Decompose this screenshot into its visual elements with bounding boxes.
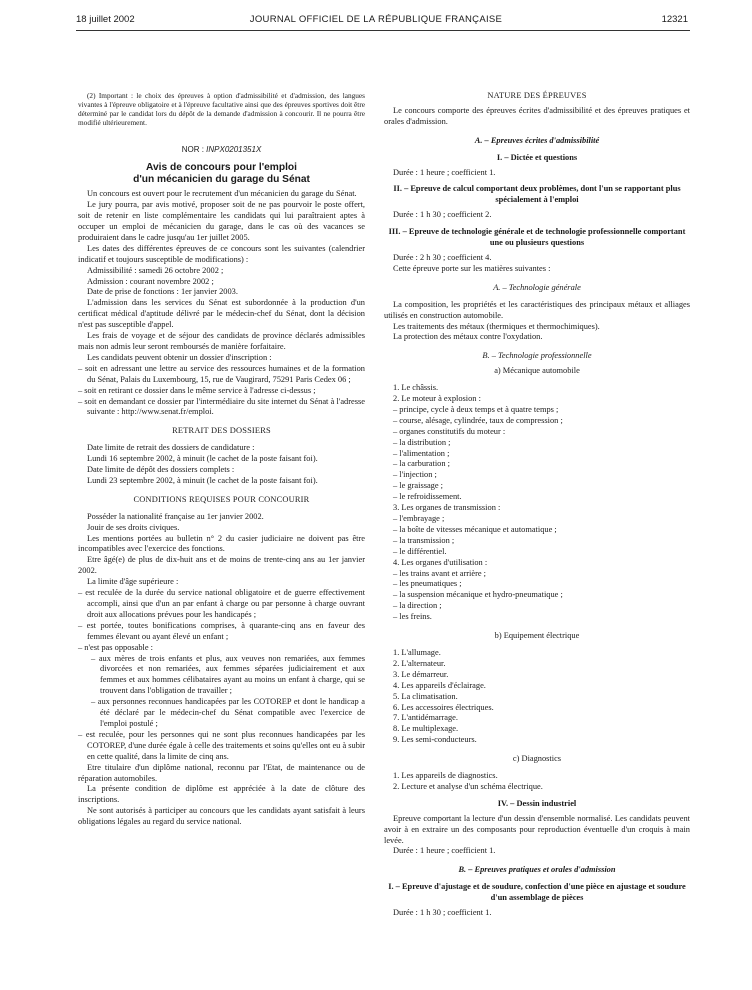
list-item: – est reculée, pour les personnes qui ne sont plus reconnues handicapées par les COTOREP, d'une durée égale à celle des traitements et soins qu'elles ont eu à subir en cette qualité, dans la limite de cinq ans. — [78, 729, 366, 761]
list-item: – soit en retirant ce dossier dans le même service à l'adresse ci-dessus ; — [78, 385, 316, 395]
paragraph: Etre titulaire d'un diplôme national, reconnu par l'Etat, de maintenance ou de réparation automobiles. — [78, 762, 365, 783]
list-item: – course, alésage, cylindrée, taux de compression ; — [393, 415, 563, 425]
duration: Durée : 1 h 30 ; coefficient 2. — [393, 210, 492, 220]
mechanics-list — [384, 383, 690, 623]
date-item: Admission : courant novembre 2002 ; — [87, 276, 214, 286]
paragraph: Lundi 23 septembre 2002, à minuit (le cachet de la poste faisant foi). — [87, 475, 318, 485]
paragraph: L'admission dans les services du Sénat est subordonnée à la production d'un certificat médical d'aptitude délivré par le médecin-chef du Sénat, dont la décision n'est pas susceptible d'appel. — [78, 298, 365, 330]
right-column — [384, 91, 690, 919]
list-item: – les freins. — [393, 612, 432, 622]
date-item: Admissibilité : samedi 26 octobre 2002 ; — [87, 265, 224, 275]
list-item: 2. Lecture et analyse d'un schéma électrique. — [393, 781, 543, 791]
nor-code: INPX0201351X — [206, 145, 262, 155]
footnote: (2) Important : le choix des épreuves à option d'admissibilité et d'admission, des langues vivantes à l'épreuve obligatoire et à l'épreuve facultative ainsi que des épreuves sportives doit être déterminé par le candidat lors du dépôt de la demande d'admission à concourir. Il ne pourra être modifié ultérieurement. — [78, 91, 365, 128]
list-item: – la transmission ; — [393, 535, 455, 545]
list-item: 8. Le multiplexage. — [393, 724, 459, 734]
list-item: – le différentiel. — [393, 546, 447, 556]
list-item: – n'est pas opposable : — [78, 642, 154, 652]
paragraph: Le jury pourra, par avis motivé, proposer soit de ne pas pourvoir le poste offert, soit de retenir en liste complémentaire les candidats qui lui paraîtraient aptes à occuper un emploi de mécanicien du garage, dans le cas où des vacances se produiraient dans le cadre jusqu'au 1er juillet 2005. — [78, 200, 365, 242]
sub-list-item: – aux personnes reconnues handicapées par les COTOREP et dont le handicap a été déclaré par le médecin-chef du Sénat compatible avec l'exercice de l'emploi postulé ; — [91, 697, 365, 728]
left-column — [78, 91, 365, 828]
list-item: 7. L'antidémarrage. — [393, 713, 458, 723]
list-item: – organes constitutifs du moteur : — [393, 426, 506, 436]
list-item: 5. La climatisation. — [393, 691, 458, 701]
paragraph: Epreuve comportant la lecture d'un dessin d'ensemble normalisé. Les candidats peuvent avoir à en extraire un des composants pour reproduction éventuelle d'un croquis à main levée. — [384, 813, 690, 845]
duration: Durée : 1 h 30 ; coefficient 1. — [393, 908, 492, 918]
paragraph: La limite d'âge supérieure : — [87, 577, 179, 587]
list-item: – l'injection ; — [393, 470, 437, 480]
notice-title-line1: Avis de concours pour l'emploi — [146, 162, 297, 174]
paragraph: Le concours comporte des épreuves écrites d'admissibilité et des épreuves pratiques et orales d'admission. — [384, 105, 690, 126]
list-item: – la distribution ; — [393, 437, 451, 447]
paragraph: Les traitements des métaux (thermiques et thermochimiques). — [393, 321, 600, 331]
paragraph: Un concours est ouvert pour le recrutement d'un mécanicien du garage du Sénat. — [87, 189, 357, 199]
exam-heading: I. – Epreuve d'ajustage et de soudure, confection d'une pièce en ajustage et soudure d'un assemblage de pièces — [388, 882, 686, 903]
list-item: 1. Le châssis. — [393, 383, 439, 393]
subsection-heading: a) Mécanique automobile — [494, 366, 580, 376]
duration: Durée : 1 heure ; coefficient 1. — [393, 167, 496, 177]
notice-title — [78, 162, 365, 185]
section-heading: RETRAIT DES DOSSIERS — [172, 426, 271, 436]
list-item: 4. Les organes d'utilisation : — [393, 557, 488, 567]
list-item: – la suspension mécanique et hydro-pneumatique ; — [393, 590, 563, 600]
paragraph: Date limite de retrait des dossiers de candidature : — [87, 443, 255, 453]
list-item: – l'alimentation ; — [393, 448, 450, 458]
exam-heading: II. – Epreuve de calcul comportant deux problèmes, dont l'un se rapportant plus spécialement à l'emploi — [393, 184, 681, 205]
page-header — [0, 14, 752, 30]
paragraph: Les candidats peuvent obtenir un dossier d'inscription : — [87, 352, 272, 362]
paragraph: Cette épreuve porte sur les matières suivantes : — [393, 263, 551, 273]
list-item: – soit en demandant ce dossier par l'intermédiaire du site internet du Sénat à l'adresse suivante : http://www.senat.fr/emploi. — [78, 396, 365, 417]
paragraph: Date limite de dépôt des dossiers complets : — [87, 465, 235, 475]
section-heading: B. – Epreuves pratiques et orales d'admission — [458, 865, 616, 875]
journal-title: JOURNAL OFFICIEL DE LA RÉPUBLIQUE FRANÇAISE — [249, 14, 503, 25]
list-item: 1. L'allumage. — [393, 647, 441, 657]
list-item: – la direction ; — [393, 601, 442, 611]
exam-heading: IV. – Dessin industriel — [497, 798, 577, 808]
paragraph: Les frais de voyage et de séjour des candidats de province déclarés admissibles mais non admis leur seront remboursés de manière forfaitaire. — [78, 331, 365, 351]
list-item: 1. Les appareils de diagnostics. — [393, 771, 498, 781]
header-rule — [76, 30, 690, 31]
list-item: – soit en adressant une lettre au service des ressources humaines et de la formation du Sénat, Palais du Luxembourg, 15, rue de Vaugirard, 75291 Paris Cedex 06 ; — [78, 363, 365, 384]
duration: Durée : 1 heure ; coefficient 1. — [393, 846, 496, 856]
section-heading: NATURE DES ÉPREUVES — [487, 91, 587, 100]
list-item: – la boîte de vitesses mécanique et automatique ; — [393, 524, 557, 534]
electrical-list — [384, 648, 690, 746]
list-item: 3. Le démarreur. — [393, 669, 449, 679]
duration: Durée : 2 h 30 ; coefficient 4. — [393, 252, 492, 262]
paragraph: Etre âgé(e) de plus de dix-huit ans et de moins de trente-cinq ans au 1er janvier 2002. — [78, 555, 365, 576]
paragraph: Les mentions portées au bulletin n° 2 du casier judiciaire ne doivent pas être incompatibles avec l'exercice des fonctions. — [78, 533, 365, 554]
paragraph: La protection des métaux contre l'oxydation. — [393, 332, 543, 342]
list-item: – est reculée de la durée du service national obligatoire et de guerre effectivement accompli, ainsi que d'un an par enfant à charge ou par personne à charge ouvrant droit aux allocations prévues pour les handicapés ; — [78, 588, 365, 619]
subsection-heading: b) Equipement électrique — [494, 631, 580, 641]
section-heading: A. – Epreuves écrites d'admissibilité — [474, 135, 600, 145]
nor-line — [78, 145, 365, 156]
header-date: 18 juillet 2002 — [76, 14, 135, 25]
paragraph: La composition, les propriétés et les caractéristiques des principaux métaux et alliages utilisés en construction automobile. — [384, 299, 690, 320]
paragraph: Lundi 16 septembre 2002, à minuit (le cachet de la poste faisant foi). — [87, 454, 318, 464]
paragraph: Jouir de ses droits civiques. — [87, 522, 180, 532]
paragraph: La présente condition de diplôme est appréciée à la date de clôture des inscriptions. — [78, 784, 365, 805]
paragraph: Posséder la nationalité française au 1er janvier 2002. — [87, 511, 264, 521]
nor-label: NOR : — [181, 145, 207, 155]
list-item: – principe, cycle à deux temps et à quatre temps ; — [393, 404, 559, 414]
list-item: – le refroidissement. — [393, 492, 462, 502]
list-item: – est portée, toutes bonifications comprises, à quarante-cinq ans en faveur des femmes élevant ou ayant élevé un enfant ; — [78, 620, 365, 641]
list-item: – l'embrayage ; — [393, 514, 445, 523]
exam-heading: I. – Dictée et questions — [496, 152, 578, 162]
list-item: 2. L'alternateur. — [393, 658, 446, 668]
list-item: 3. Les organes de transmission : — [393, 503, 501, 513]
list-item: – les pneumatiques ; — [393, 579, 462, 589]
list-item: 2. Le moteur à explosion : — [393, 394, 481, 404]
date-item: Date de prise de fonctions : 1er janvier 2003. — [87, 287, 238, 297]
list-item: – les trains avant et arrière ; — [393, 568, 487, 578]
notice-title-line2: d'un mécanicien du garage du Sénat — [133, 173, 310, 185]
subsection-heading: B. – Technologie professionnelle — [482, 351, 592, 361]
list-item: 4. Les appareils d'éclairage. — [393, 680, 486, 690]
list-item: – la carburation ; — [393, 459, 450, 469]
list-item: 6. Les accessoires électriques. — [393, 702, 494, 712]
subsection-heading: A. – Technologie générale — [493, 282, 581, 292]
list-item: – le graissage ; — [393, 481, 444, 491]
paragraph: Ne sont autorisés à participer au concours que les candidats ayant satisfait à leurs obligations légales au regard du service national. — [78, 806, 365, 827]
list-item: 9. Les semi-conducteurs. — [393, 735, 477, 745]
subsection-heading: c) Diagnostics — [512, 754, 562, 764]
section-heading: CONDITIONS REQUISES POUR CONCOURIR — [133, 494, 310, 504]
paragraph: Les dates des différentes épreuves de ce concours sont les suivantes (calendrier indicatif et toujours susceptible de modifications) : — [78, 243, 365, 264]
exam-heading: III. – Epreuve de technologie générale et de technologie professionnelle comportant une ou plusieurs questions — [388, 227, 686, 248]
page-number: 12321 — [661, 14, 688, 25]
sub-list-item: – aux mères de trois enfants et plus, aux veuves non remariées, aux femmes divorcées et non remariées, aux femmes séparées judiciairement et aux femmes et aux hommes célibataires ayant au moins un enfant à charge, qui se trouvent dans l'obligation de travailler ; — [91, 653, 365, 696]
